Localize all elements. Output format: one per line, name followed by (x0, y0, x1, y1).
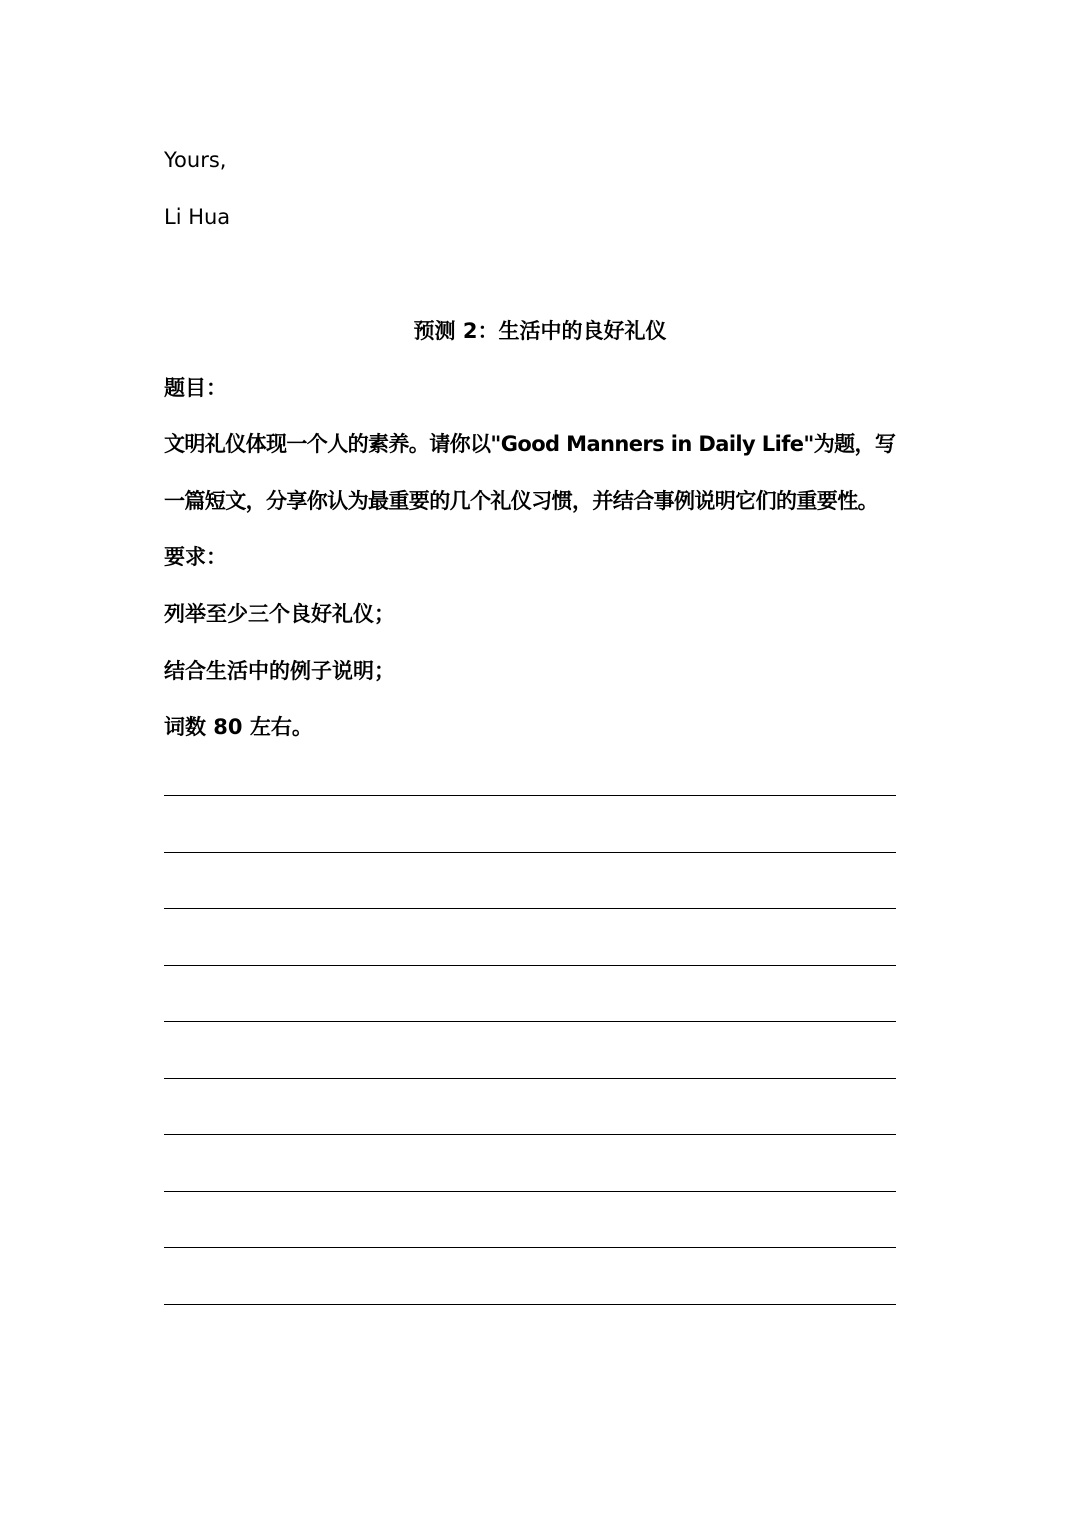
answer-line (164, 795, 896, 796)
requirement-item: 列举至少三个良好礼仪； (164, 602, 395, 626)
answer-line (164, 965, 896, 966)
requirements-heading: 要求： (164, 545, 227, 569)
answer-line (164, 1134, 896, 1135)
closing-signature: Li Hua (164, 205, 231, 229)
answer-line (164, 1021, 896, 1022)
answer-line (164, 1191, 896, 1192)
answer-line (164, 908, 896, 909)
prompt-heading: 题目： (164, 376, 227, 400)
answer-line (164, 1078, 896, 1079)
prompt-line-1: 文明礼仪体现一个人的素养。请你以"Good Manners in Daily Life"为题，写 (164, 432, 896, 456)
task-title: 预测 2：生活中的良好礼仪 (413, 319, 667, 343)
requirement-item: 结合生活中的例子说明； (164, 659, 395, 683)
answer-line (164, 852, 896, 853)
requirement-item: 词数 80 左右。 (164, 715, 313, 739)
prompt-line-2: 一篇短文，分享你认为最重要的几个礼仪习惯，并结合事例说明它们的重要性。 (164, 489, 878, 513)
answer-line (164, 1304, 896, 1305)
answer-line (164, 1247, 896, 1248)
closing-salutation: Yours, (164, 148, 227, 172)
